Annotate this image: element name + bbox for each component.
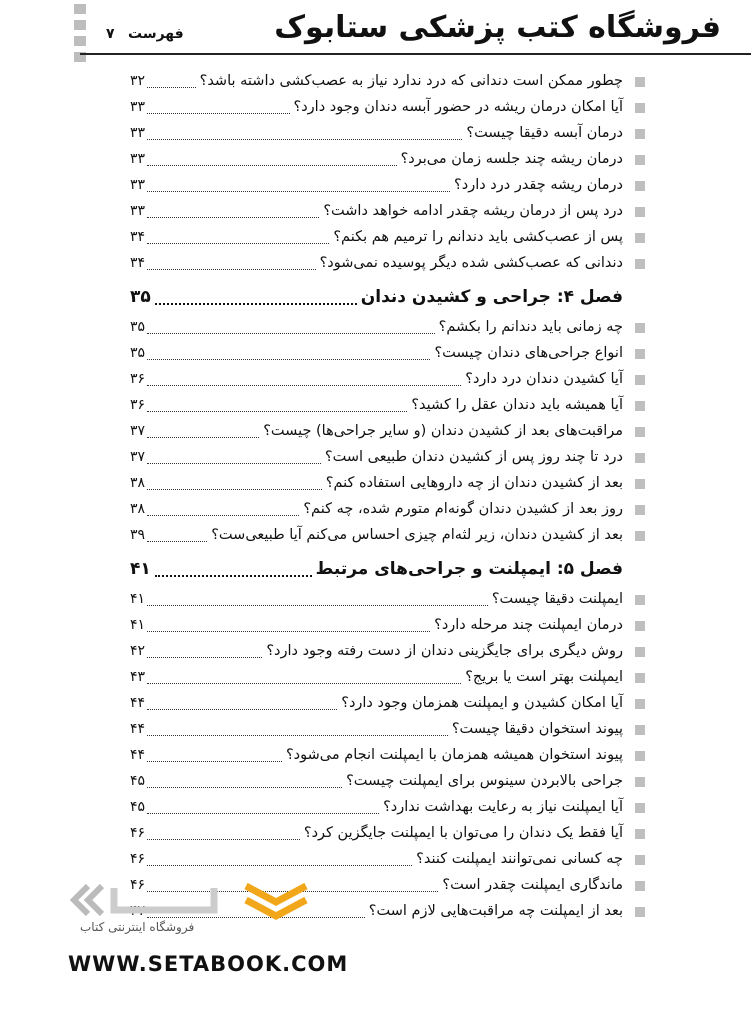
- leader-dots: [147, 373, 461, 386]
- square-bullet-icon: [635, 427, 645, 437]
- leader-dots: [147, 205, 319, 218]
- toc-entry-page: ۳۳: [130, 203, 146, 219]
- toc-entry-page: ۴۶: [130, 851, 146, 867]
- square-bullet-icon: [635, 77, 645, 87]
- leader-dots: [147, 827, 300, 840]
- toc-entry-title: درد تا چند روز پس از کشیدن دندان طبیعی است؟: [324, 449, 623, 465]
- toc-entry-page: ۴۲: [130, 643, 146, 659]
- toc-entry-title: آیا فقط یک دندان را می‌توان با ایمپلنت جایگزین کرد؟: [303, 825, 623, 841]
- leader-dots: [155, 561, 312, 577]
- leader-dots: [147, 101, 289, 114]
- toc-entry[interactable]: [130, 846, 623, 872]
- toc-entry-title: درمان ریشه چقدر درد دارد؟: [454, 177, 623, 193]
- leader-dots: [147, 619, 430, 632]
- square-bullet-icon: [635, 181, 645, 191]
- toc-entry-title: ماندگاری ایمپلنت چقدر است؟: [442, 877, 623, 893]
- toc-entry-title: پیوند استخوان همیشه همزمان با ایمپلنت انجام می‌شود؟: [285, 747, 623, 763]
- toc-entry-page: ۳۶: [130, 371, 146, 387]
- toc-entry-title: ایمپلنت دقیقا چیست؟: [491, 591, 623, 607]
- header-rule: [80, 53, 751, 55]
- toc-entry-title: مراقبت‌های بعد از کشیدن دندان (و سایر جراحی‌ها) چیست؟: [263, 423, 623, 439]
- table-of-contents: [130, 68, 623, 924]
- toc-entry-title: آیا ایمپلنت نیاز به رعایت بهداشت ندارد؟: [383, 799, 623, 815]
- brand-title: فروشگاه کتب پزشکی ستابوک: [274, 10, 721, 45]
- toc-entry-page: ۳۳: [130, 177, 146, 193]
- leader-dots: [147, 853, 412, 866]
- toc-entry-page: ۴۵: [130, 799, 146, 815]
- toc-entry-page: ۴۴: [130, 695, 146, 711]
- toc-entry[interactable]: [130, 418, 623, 444]
- square-bullet-icon: [635, 323, 645, 333]
- toc-entry-title: درد پس از درمان ریشه چقدر ادامه خواهد داشت؟: [323, 203, 623, 219]
- toc-entry-title: بعد از ایمپلنت چه مراقبت‌هایی لازم است؟: [368, 903, 623, 919]
- leader-dots: [147, 321, 435, 334]
- leader-dots: [147, 399, 407, 412]
- square-bullet-icon: [635, 595, 645, 605]
- toc-entry-page: ۳۸: [130, 475, 146, 491]
- toc-entry[interactable]: [130, 68, 623, 94]
- toc-entry-page: ۳۳: [130, 151, 146, 167]
- chapter-heading[interactable]: [130, 552, 623, 586]
- square-bullet-icon: [635, 505, 645, 515]
- toc-entry-title: چه کسانی نمی‌توانند ایمپلنت کنند؟: [416, 851, 623, 867]
- toc-entry[interactable]: [130, 314, 623, 340]
- toc-entry-title: دندانی که عصب‌کشی شده دیگر پوسیده نمی‌شود؟: [319, 255, 623, 271]
- toc-entry[interactable]: [130, 470, 623, 496]
- toc-entry-page: ۴۴: [130, 721, 146, 737]
- square-bullet-icon: [635, 207, 645, 217]
- toc-entry[interactable]: [130, 742, 623, 768]
- square-bullet-icon: [635, 777, 645, 787]
- toc-entry[interactable]: [130, 638, 623, 664]
- square-bullet-icon: [635, 453, 645, 463]
- toc-entry-page: ۳۸: [130, 501, 146, 517]
- toc-entry[interactable]: [130, 224, 623, 250]
- toc-entry[interactable]: [130, 120, 623, 146]
- toc-entry[interactable]: [130, 250, 623, 276]
- square-bullet-icon: [635, 647, 645, 657]
- toc-entry-title: آیا همیشه باید دندان عقل را کشید؟: [411, 397, 623, 413]
- toc-entry-title: چه زمانی باید دندانم را بکشم؟: [438, 319, 623, 335]
- website-url[interactable]: WWW.SETABOOK.COM: [68, 952, 349, 976]
- toc-entry-page: ۴۱: [130, 591, 146, 607]
- toc-entry-title: چطور ممکن است دندانی که درد ندارد نیاز به عصب‌کشی داشته باشد؟: [199, 73, 623, 89]
- toc-entry[interactable]: [130, 716, 623, 742]
- toc-entry[interactable]: [130, 340, 623, 366]
- toc-entry-title: روز بعد از کشیدن دندان گونه‌ام متورم شده، چه کنم؟: [303, 501, 623, 517]
- toc-entry[interactable]: [130, 146, 623, 172]
- toc-entry[interactable]: [130, 496, 623, 522]
- square-bullet-icon: [635, 699, 645, 709]
- toc-entry-page: ۳۳: [130, 99, 146, 115]
- toc-entry[interactable]: [130, 820, 623, 846]
- toc-entry[interactable]: [130, 392, 623, 418]
- toc-entry-page: ۳۲: [130, 73, 146, 89]
- square-bullet-icon: [635, 881, 645, 891]
- page-number: ۷: [106, 26, 115, 42]
- leader-dots: [147, 451, 321, 464]
- leader-dots: [147, 697, 337, 710]
- chapter-title: فصل ۴: جراحی و کشیدن دندان: [360, 287, 623, 307]
- toc-entry-title: ایمپلنت بهتر است یا بریج؟: [465, 669, 623, 685]
- watermark-brand-fa: فروشگاه اینترنتی کتاب: [80, 920, 195, 934]
- toc-entry-title: پیوند استخوان دقیقا چیست؟: [451, 721, 623, 737]
- square-bullet-icon: [635, 725, 645, 735]
- toc-entry[interactable]: [130, 198, 623, 224]
- toc-entry-title: درمان ریشه چند جلسه زمان می‌برد؟: [400, 151, 623, 167]
- leader-dots: [147, 749, 282, 762]
- leader-dots: [147, 645, 262, 658]
- toc-entry-page: ۴۷: [130, 903, 146, 919]
- toc-entry-title: درمان آبسه دقیقا چیست؟: [466, 125, 623, 141]
- leader-dots: [147, 179, 450, 192]
- chapter-page: ۳۵: [130, 287, 151, 307]
- toc-entry-page: ۴۵: [130, 773, 146, 789]
- toc-entry-page: ۳۴: [130, 229, 146, 245]
- square-bullet-icon: [635, 259, 645, 269]
- toc-entry-page: ۴۶: [130, 825, 146, 841]
- toc-entry-page: ۳۵: [130, 345, 146, 361]
- toc-entry-title: بعد از کشیدن دندان، زیر لثه‌ام چیزی احساس می‌کنم آیا طبیعی‌ست؟: [211, 527, 623, 543]
- toc-entry[interactable]: [130, 690, 623, 716]
- leader-dots: [147, 529, 207, 542]
- toc-entry-page: ۳۷: [130, 423, 146, 439]
- leader-dots: [147, 257, 316, 270]
- leader-dots: [155, 289, 357, 305]
- toc-entry[interactable]: [130, 794, 623, 820]
- corner-decoration: [74, 4, 90, 68]
- leader-dots: [147, 801, 379, 814]
- leader-dots: [147, 723, 448, 736]
- toc-entry-page: ۳۶: [130, 397, 146, 413]
- chapter-page: ۴۱: [130, 559, 151, 579]
- toc-entry[interactable]: [130, 612, 623, 638]
- leader-dots: [147, 153, 397, 166]
- leader-dots: [147, 775, 342, 788]
- chapter-title: فصل ۵: ایمپلنت و جراحی‌های مرتبط: [315, 559, 623, 579]
- square-bullet-icon: [635, 907, 645, 917]
- square-bullet-icon: [635, 129, 645, 139]
- toc-entry-title: پس از عصب‌کشی باید دندانم را ترمیم هم بکنم؟: [333, 229, 623, 245]
- leader-dots: [147, 75, 196, 88]
- toc-entry-title: آیا امکان درمان ریشه در حضور آبسه دندان وجود دارد؟: [293, 99, 623, 115]
- chapter-heading[interactable]: [130, 280, 623, 314]
- section-label: فهرست: [128, 26, 184, 42]
- toc-entry[interactable]: [130, 366, 623, 392]
- toc-entry-title: درمان ایمپلنت چند مرحله دارد؟: [434, 617, 623, 633]
- square-bullet-icon: [635, 233, 645, 243]
- square-bullet-icon: [635, 621, 645, 631]
- toc-entry-title: آیا امکان کشیدن و ایمپلنت همزمان وجود دارد؟: [341, 695, 623, 711]
- toc-entry[interactable]: [130, 586, 623, 612]
- toc-entry[interactable]: [130, 444, 623, 470]
- square-bullet-icon: [635, 803, 645, 813]
- square-bullet-icon: [635, 531, 645, 541]
- toc-entry-page: ۴۱: [130, 617, 146, 633]
- square-bullet-icon: [635, 349, 645, 359]
- toc-entry-page: ۳۹: [130, 527, 146, 543]
- leader-dots: [147, 347, 430, 360]
- toc-entry-title: بعد از کشیدن دندان از چه داروهایی استفاده کنم؟: [325, 475, 623, 491]
- toc-entry-page: ۴۴: [130, 747, 146, 763]
- leader-dots: [147, 425, 259, 438]
- toc-entry-page: ۳۳: [130, 125, 146, 141]
- toc-entry[interactable]: [130, 172, 623, 198]
- square-bullet-icon: [635, 401, 645, 411]
- toc-entry-title: انواع جراحی‌های دندان چیست؟: [434, 345, 623, 361]
- toc-entry[interactable]: [130, 768, 623, 794]
- toc-entry-page: ۳۴: [130, 255, 146, 271]
- toc-entry-title: روش دیگری برای جایگزینی دندان از دست رفته وجود دارد؟: [266, 643, 623, 659]
- toc-entry-title: جراحی بالابردن سینوس برای ایمپلنت چیست؟: [346, 773, 623, 789]
- square-bullet-icon: [635, 103, 645, 113]
- toc-entry[interactable]: [130, 522, 623, 548]
- toc-entry[interactable]: [130, 664, 623, 690]
- square-bullet-icon: [635, 375, 645, 385]
- square-bullet-icon: [635, 751, 645, 761]
- square-bullet-icon: [635, 479, 645, 489]
- square-bullet-icon: [635, 855, 645, 865]
- toc-entry-title: آیا کشیدن دندان درد دارد؟: [465, 371, 623, 387]
- toc-entry-page: ۴۶: [130, 877, 146, 893]
- leader-dots: [147, 503, 299, 516]
- toc-entry-page: ۴۳: [130, 669, 146, 685]
- leader-dots: [147, 127, 462, 140]
- toc-entry[interactable]: [130, 94, 623, 120]
- leader-dots: [147, 593, 488, 606]
- square-bullet-icon: [635, 155, 645, 165]
- leader-dots: [147, 477, 322, 490]
- leader-dots: [147, 231, 329, 244]
- toc-entry-page: ۳۵: [130, 319, 146, 335]
- leader-dots: [147, 671, 461, 684]
- square-bullet-icon: [635, 829, 645, 839]
- toc-entry-page: ۳۷: [130, 449, 146, 465]
- square-bullet-icon: [635, 673, 645, 683]
